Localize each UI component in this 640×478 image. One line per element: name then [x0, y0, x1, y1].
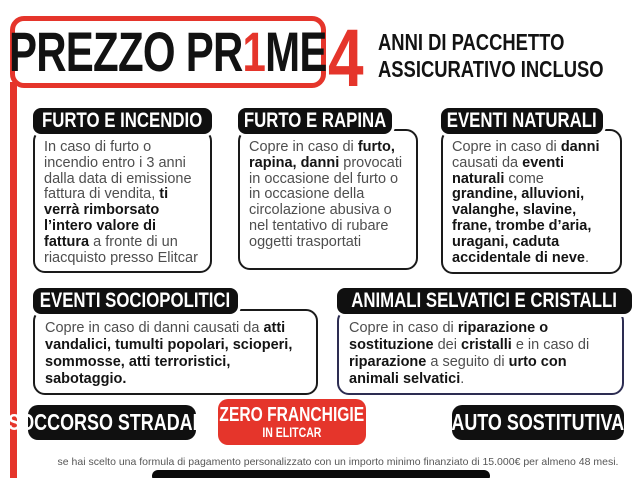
card-body-furto-rapina: Copre in caso di furto, rapina, danni provocati in occasione del furto o in occasione della circolazione abusiva o nel tentativo di rubare oggetti trasportati	[238, 129, 418, 270]
badge-auto-sostitutiva	[452, 405, 624, 440]
subtitle-line1: ANNI DI PACCHETTO	[378, 29, 565, 55]
card-furto-rapina	[238, 108, 418, 270]
big-number-4: 4	[328, 13, 364, 104]
card-title-badge-animali-cristalli	[337, 288, 632, 314]
badge-label: SOCCORSO STRADALE	[8, 409, 216, 435]
bottom-bar	[152, 470, 490, 478]
title-box	[10, 16, 326, 88]
subtitle-line2: ASSICURATIVO INCLUSO	[378, 55, 604, 82]
card-title-badge-furto-rapina	[238, 108, 392, 134]
card-eventi-sociopolitici	[33, 288, 318, 395]
card-body-eventi-sociopolitici: Copre in caso di danni causati da atti vandalici, tumulti popolari, scioperi, sommosse, atti terroristici, sabotaggio.	[33, 309, 318, 395]
badge-zero-franchigie	[218, 399, 366, 445]
card-furto-incendio	[33, 108, 212, 273]
disclaimer-text: se hai scelto una formula di pagamento personalizzato con un importo minimo finanziato di 15.000€ per almeno 48 mesi.	[57, 456, 619, 468]
card-title-label: FURTO E INCENDIO	[42, 109, 203, 132]
card-eventi-naturali	[441, 108, 622, 274]
card-body-eventi-naturali: Copre in caso di danni causati da eventi naturali come grandine, alluvioni, valanghe, slavine, frane, trombe d’aria, uragani, caduta accidentale di neve.	[441, 129, 622, 274]
card-title-label: EVENTI NATURALI	[447, 109, 597, 132]
page-title	[9, 20, 327, 83]
card-title-badge-eventi-naturali	[441, 108, 603, 134]
badge-label: AUTO SOSTITUTIVA	[451, 409, 625, 435]
subtitle	[378, 29, 640, 82]
card-title-label: EVENTI SOCIOPOLITICI	[40, 289, 231, 312]
card-title-label: ANIMALI SELVATICI E CRISTALLI	[351, 289, 618, 312]
card-body-animali-cristalli: Copre in caso di riparazione o sostituzione dei cristalli e in caso di riparazione a seguito di urto con animali selvatici.	[337, 309, 624, 395]
title-part2: ME	[265, 20, 327, 83]
card-title-label: FURTO E RAPINA	[243, 109, 387, 132]
card-title-badge-eventi-sociopolitici	[33, 288, 238, 314]
card-title-badge-furto-incendio	[33, 108, 212, 134]
title-part1: PREZZO PR	[9, 20, 243, 83]
badge-soccorso-stradale	[8, 405, 216, 440]
card-animali-cristalli	[337, 288, 632, 395]
badge-label-line2: IN ELITCAR	[262, 424, 322, 440]
badge-label-line1: ZERO FRANCHIGIE	[219, 403, 365, 426]
card-body-furto-incendio: In caso di furto o incendio entro i 3 anni dalla data di emissione fattura di vendita, ti verrà rimborsato l’intero valore di fattura a fronte di un riacquisto presso Elitcar	[33, 129, 212, 273]
title-digit: 1	[242, 20, 266, 83]
